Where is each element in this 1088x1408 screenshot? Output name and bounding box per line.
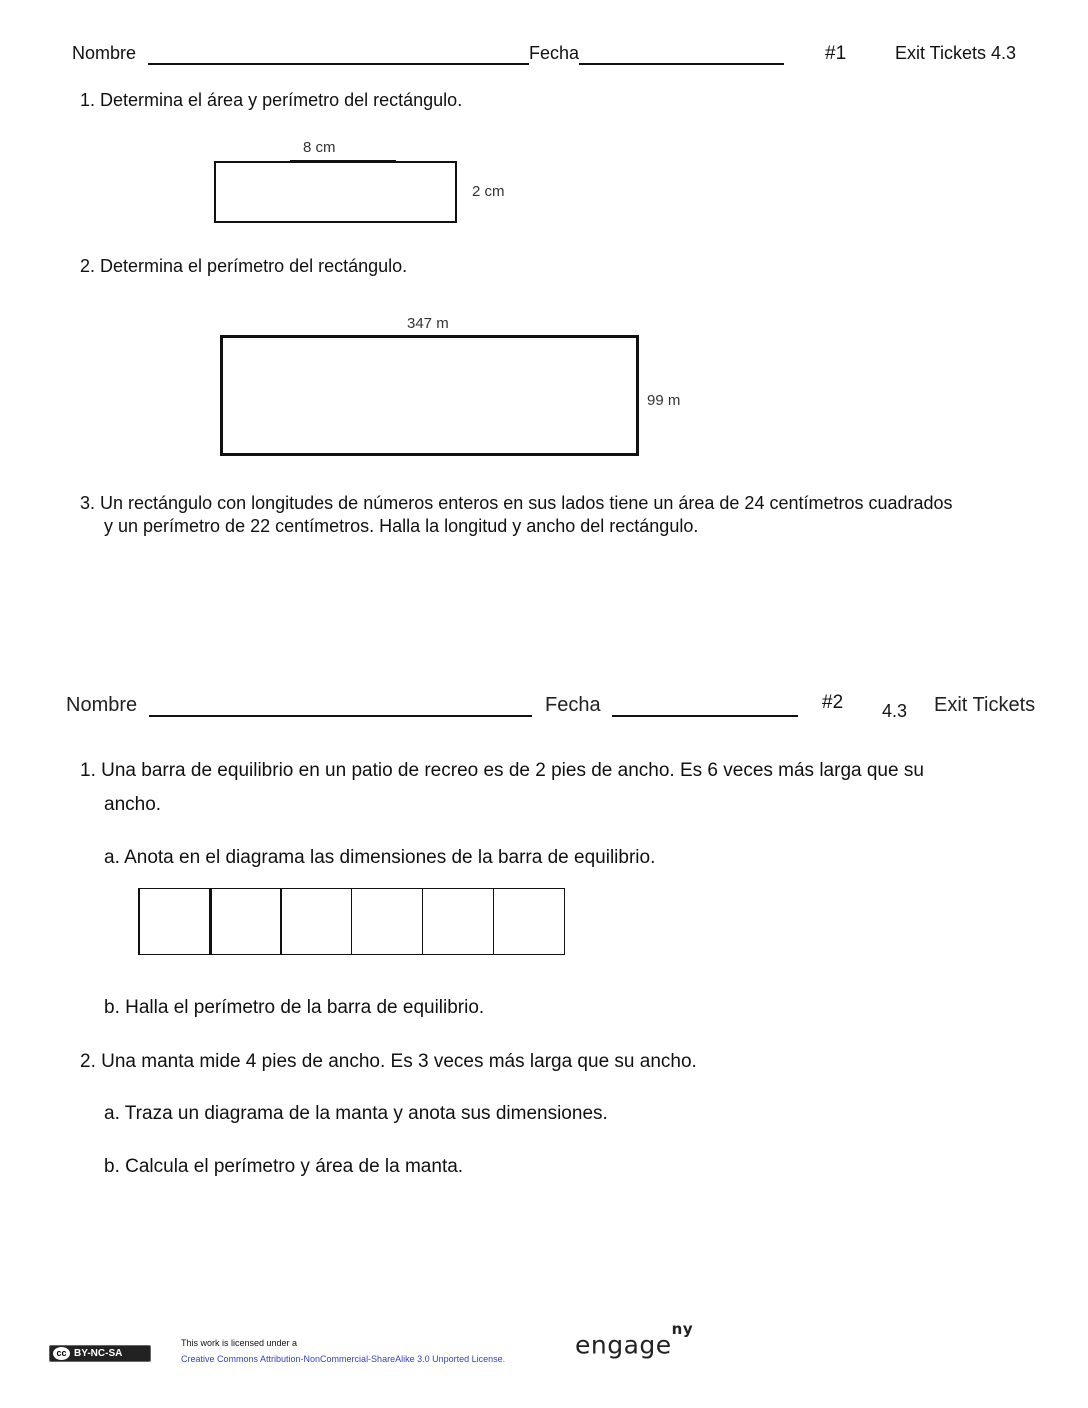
ticket-lesson-2: 4.3 <box>882 701 908 721</box>
date-field-1[interactable] <box>579 63 784 65</box>
ticket-number-1: #1 <box>825 43 847 64</box>
rect2-width-label: 99 m <box>647 392 681 409</box>
ticket-title-1: Exit Tickets 4.3 <box>895 43 1017 63</box>
beam-unit-4 <box>351 888 423 955</box>
beam-unit-2 <box>209 888 281 955</box>
date-label-1: Fecha <box>529 43 580 63</box>
name-field-2[interactable] <box>149 715 532 717</box>
beam-unit-5 <box>422 888 494 955</box>
question-2-1a: a. Anota en el diagrama las dimensiones de la barra de equilibrio. <box>104 847 656 868</box>
license-link[interactable]: Creative Commons Attribution-NonCommercial-ShareAlike 3.0 Unported License. <box>181 1354 506 1364</box>
cc-icon: cc <box>53 1347 70 1360</box>
ticket-number-2: #2 <box>822 692 844 713</box>
ticket-title-2: Exit Tickets <box>934 694 1036 716</box>
date-label-2: Fecha <box>545 694 601 716</box>
name-label-1: Nombre <box>72 43 137 63</box>
rectangle-1-diagram <box>214 161 457 223</box>
name-label-2: Nombre <box>66 694 138 716</box>
logo-main-text: engage <box>575 1330 672 1360</box>
question-2-2b: b. Calcula el perímetro y área de la manta. <box>104 1156 464 1177</box>
license-line-1: This work is licensed under a <box>181 1338 298 1348</box>
engageny-logo <box>575 1320 694 1360</box>
cc-license-badge[interactable] <box>49 1345 151 1362</box>
question-2-2a: a. Traza un diagrama de la manta y anota sus dimensiones. <box>104 1103 608 1124</box>
rect1-length-marker <box>290 160 396 163</box>
question-2-1-line2: ancho. <box>104 794 162 815</box>
question-1-3-line1: 3. Un rectángulo con longitudes de números enteros en sus lados tiene un área de 24 centímetros cuadrados <box>80 493 953 513</box>
balance-beam-diagram <box>138 888 565 956</box>
beam-unit-6 <box>493 888 565 955</box>
name-field-1[interactable] <box>148 63 529 65</box>
cc-badge-text: BY-NC-SA <box>74 1348 123 1359</box>
question-2-2: 2. Una manta mide 4 pies de ancho. Es 3 veces más larga que su ancho. <box>80 1051 697 1072</box>
question-1-2: 2. Determina el perímetro del rectángulo. <box>80 256 408 276</box>
beam-unit-3 <box>280 888 352 955</box>
date-field-2[interactable] <box>612 715 798 717</box>
rect1-length-label: 8 cm <box>303 139 336 156</box>
rect1-width-label: 2 cm <box>472 183 505 200</box>
question-1-3-line2: y un perímetro de 22 centímetros. Halla la longitud y ancho del rectángulo. <box>104 516 699 536</box>
question-2-1-line1: 1. Una barra de equilibrio en un patio de recreo es de 2 pies de ancho. Es 6 veces más larga que su <box>80 760 924 781</box>
question-2-1b: b. Halla el perímetro de la barra de equilibrio. <box>104 997 485 1018</box>
logo-superscript: ny <box>671 1320 694 1338</box>
question-1-1: 1. Determina el área y perímetro del rectángulo. <box>80 90 463 110</box>
rectangle-2-diagram <box>220 335 639 456</box>
beam-unit-1 <box>138 888 210 955</box>
rect2-length-label: 347 m <box>407 315 449 332</box>
